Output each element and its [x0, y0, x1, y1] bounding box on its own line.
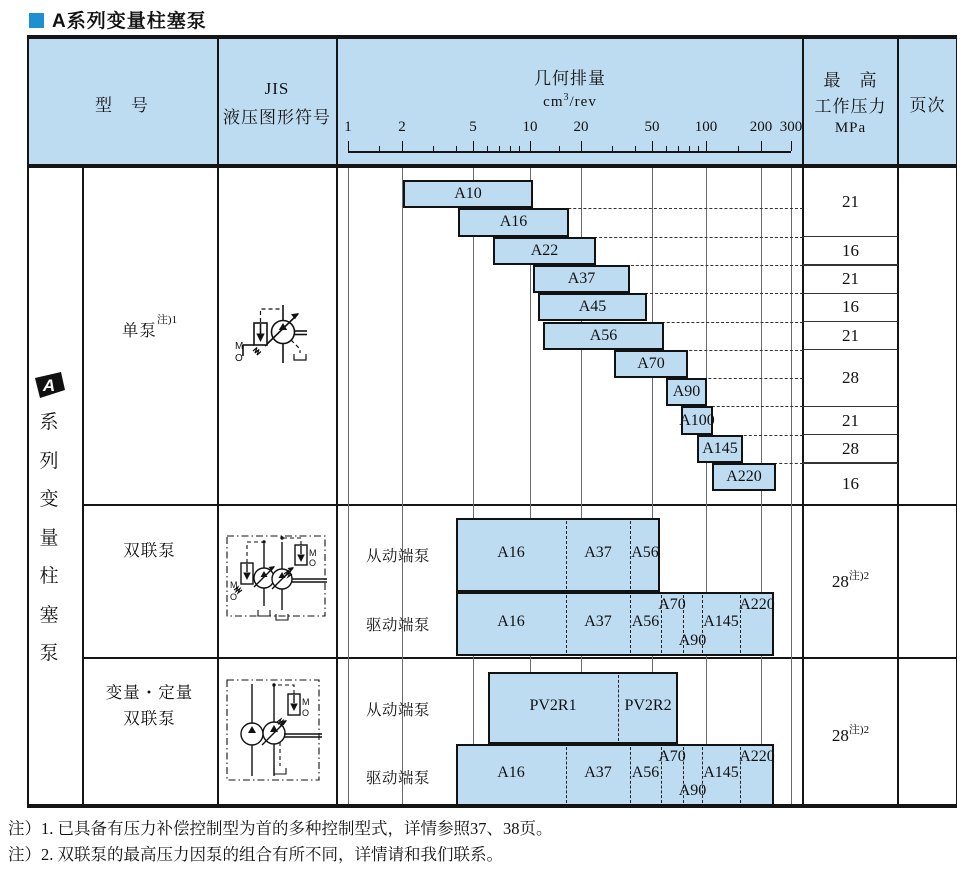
leader-line-A37 — [630, 293, 803, 294]
varfixed-segment-label-A16: A16 — [497, 764, 525, 781]
varfixed-pressure-value: 28 — [831, 726, 849, 745]
axis-major-tick-10 — [530, 141, 531, 151]
header-page: 页次 — [909, 96, 946, 115]
pressure-cell-4: 21 — [842, 325, 859, 345]
jis-symbol-var-fixed-dual-pump — [224, 674, 326, 790]
pressure-cell-6: 21 — [842, 410, 859, 430]
axis-tick-label-100: 100 — [694, 119, 718, 135]
row-label-var-fixed-line2: 双联泵 — [123, 709, 176, 728]
dual-segment-label-A145: A145 — [703, 613, 739, 630]
jis-chart-divider — [336, 39, 338, 804]
axis-minor-tick-6 — [519, 146, 520, 151]
range-bar-A70 — [614, 350, 688, 378]
axis-major-tick-2 — [402, 141, 403, 151]
axis-major-tick-200 — [761, 141, 762, 151]
axis-tick-label-2: 2 — [398, 119, 406, 135]
range-bar-label-A220: A220 — [726, 468, 762, 486]
varfixed-segment-label-A70: A70 — [658, 748, 686, 765]
varfixed-segment-label-PV2R1: PV2R1 — [529, 697, 577, 714]
dual-segment-label-A37: A37 — [584, 613, 612, 630]
axis-tick-label-10: 10 — [522, 119, 538, 135]
header-displacement-title: 几何排量 — [534, 69, 606, 88]
axis-tick-label-300: 300 — [779, 119, 803, 135]
dual-driven-end-label: 从动端泵 — [365, 548, 430, 565]
range-bar-label-A45: A45 — [578, 298, 607, 316]
varfixed-segment-label-A56: A56 — [631, 764, 660, 781]
header-pressure-line2: 工作压力 — [814, 97, 887, 116]
varfixed-drive-end-label: 驱动端泵 — [365, 770, 430, 787]
port-label-o: O — [302, 708, 310, 718]
unit-base: cm — [543, 94, 564, 110]
gridline-5 — [473, 168, 474, 804]
axis-ruler-line — [348, 151, 791, 153]
header-displacement-unit — [337, 92, 803, 111]
axis-tick-label-20: 20 — [573, 119, 589, 135]
header-jis-line1: JIS — [264, 79, 290, 98]
series-a-badge-icon — [33, 371, 67, 399]
dual-drive-end-label: 驱动端泵 — [365, 617, 430, 634]
axis-major-tick-1 — [348, 141, 349, 151]
footnotes — [8, 816, 553, 868]
jis-symbol-dual-pump — [224, 530, 330, 624]
header-pressure-line1: 最 高 — [823, 71, 878, 90]
axis-minor-tick-14 — [738, 146, 739, 151]
axis-major-tick-100 — [706, 141, 707, 151]
table-right-border — [956, 35, 958, 808]
port-label-o2: O — [230, 592, 238, 602]
pressure-cell-2: 21 — [842, 269, 859, 289]
axis-tick-label-200: 200 — [749, 119, 773, 135]
range-bar-A10 — [403, 180, 533, 208]
single-pump-note-ref: 注)1 — [156, 313, 178, 326]
port-label-o: O — [309, 558, 317, 568]
axis-tick-label-1: 1 — [344, 119, 352, 135]
row-label-var-fixed-line1: 变量・定量 — [105, 683, 194, 702]
sidebar-vertical-char-4: 柱 — [39, 566, 59, 587]
dual-segment-label-A56: A56 — [631, 544, 659, 561]
dual-pressure-value: 28 — [831, 572, 849, 591]
model-jis-divider — [217, 39, 219, 804]
range-bar-A220 — [712, 463, 776, 491]
row-label-dual-pump: 双联泵 — [123, 541, 176, 560]
gridline-300 — [791, 168, 792, 804]
port-label-m2: M — [230, 580, 238, 590]
range-bar-A90 — [666, 378, 707, 406]
sidebar-vertical-char-6: 泵 — [39, 643, 59, 664]
axis-major-tick-20 — [581, 141, 582, 151]
sidebar-vertical-char-1: 列 — [39, 450, 59, 472]
range-bar-label-A56: A56 — [589, 326, 618, 344]
range-bar-label-A16: A16 — [499, 213, 528, 231]
varfixed-segment-label-A145: A145 — [703, 764, 739, 781]
sidebar-vertical-char-5: 塞 — [39, 604, 59, 626]
dual-segment-divider-A37 — [566, 521, 567, 589]
axis-minor-tick-4 — [499, 146, 500, 151]
pressure-cell-3: 16 — [842, 297, 859, 317]
range-bar-label-A90: A90 — [672, 383, 701, 401]
axis-minor-tick-3 — [487, 146, 488, 151]
row-label-single-pump — [82, 313, 217, 341]
range-bar-A37 — [533, 265, 630, 293]
dual-segment-label-A16: A16 — [497, 544, 525, 561]
range-bar-label-A100: A100 — [679, 411, 715, 429]
dual-segment-label-A220: A220 — [739, 596, 775, 613]
varfixed-segment-label-PV2R2: PV2R2 — [624, 697, 672, 714]
header-pressure-line3: MPa — [834, 120, 867, 136]
title-bullet-square — [29, 13, 44, 28]
series-a-badge-letter: A — [42, 376, 56, 395]
pressure-cell-8: 16 — [842, 474, 859, 493]
range-bar-label-A37: A37 — [567, 270, 596, 288]
axis-tick-label-5: 5 — [469, 119, 477, 135]
dual-segment-label-A56: A56 — [631, 613, 660, 630]
axis-minor-tick-12 — [689, 146, 690, 151]
axis-minor-tick-7 — [559, 146, 560, 151]
leader-line-A10 — [533, 208, 803, 209]
table-top-border — [27, 35, 957, 39]
dual-segment-label-A16: A16 — [497, 613, 525, 630]
leader-line-A90 — [707, 406, 803, 407]
leader-line-A45 — [647, 322, 803, 323]
range-bar-label-A145: A145 — [702, 439, 738, 457]
range-bar-label-A70: A70 — [637, 354, 665, 372]
unit-sup: 3 — [563, 92, 570, 103]
leader-line-A16 — [569, 237, 803, 238]
dual-segment-divider-A37 — [566, 595, 567, 653]
axis-minor-tick-8 — [612, 146, 613, 151]
varfixed-segment-divider-A37 — [566, 747, 567, 803]
varfixed-segment-label-A37: A37 — [584, 764, 612, 781]
table-left-border — [27, 35, 29, 808]
port-label-m: M — [302, 697, 310, 707]
range-bar-A45 — [538, 293, 647, 321]
range-bar-label-A22: A22 — [530, 241, 559, 259]
unit-suffix: /rev — [569, 94, 597, 110]
page-title: A系列变量柱塞泵 — [52, 11, 207, 32]
varfixed-segment-label-A220: A220 — [739, 748, 775, 765]
axis-major-tick-50 — [652, 141, 653, 151]
axis-minor-tick-1 — [433, 146, 434, 151]
header-model: 型 号 — [95, 96, 149, 115]
port-label-m: M — [309, 548, 317, 558]
axis-minor-tick-2 — [456, 146, 457, 151]
range-bar-A100 — [681, 406, 713, 434]
axis-tick-label-50: 50 — [644, 119, 660, 135]
dual-segment-label-A90: A90 — [678, 632, 707, 649]
axis-minor-tick-10 — [666, 146, 667, 151]
axis-major-tick-5 — [473, 141, 474, 151]
varfixed-driven-end-label: 从动端泵 — [365, 702, 430, 719]
varfixed-pressure-cell — [803, 722, 898, 750]
pressure-cell-1: 16 — [842, 240, 859, 260]
dual-pressure-cell — [803, 568, 898, 596]
section-divider-2 — [82, 657, 957, 659]
axis-minor-tick-9 — [635, 146, 636, 151]
varfixed-pressure-note-ref: 注)2 — [848, 724, 870, 736]
footnote-1: 注）1. 已具备有压力补偿控制型为首的多种控制型式，详情参照37、38页。 — [8, 819, 553, 838]
footnote-2: 注）2. 双联泵的最高压力因泵的组合有所不同，详情请和我们联系。 — [8, 845, 503, 864]
series-a-badge — [33, 371, 67, 399]
sidebar-vertical-char-0: 系 — [39, 412, 59, 433]
axis-minor-tick-11 — [678, 146, 679, 151]
range-bar-A22 — [493, 237, 596, 265]
dual-segment-label-A37: A37 — [584, 544, 612, 561]
axis-minor-tick-5 — [510, 146, 511, 151]
page-title-row — [29, 6, 207, 33]
range-bar-label-A10: A10 — [454, 185, 482, 203]
sidebar-vertical-char-3: 量 — [39, 527, 59, 549]
dual-pressure-note-ref: 注)2 — [848, 570, 870, 582]
varfixed-segment-divider-PV2R2 — [618, 675, 619, 741]
single-pump-label: 单泵 — [121, 321, 157, 340]
port-label-o: O — [235, 353, 243, 364]
range-bar-A56 — [543, 322, 664, 350]
dual-segment-label-A70: A70 — [658, 596, 686, 613]
jis-symbol-single-pump — [228, 293, 340, 381]
axis-major-tick-300 — [791, 141, 792, 151]
axis-minor-tick-0 — [379, 146, 380, 151]
sidebar-vertical-char-2: 变 — [39, 489, 59, 510]
port-label-m: M — [235, 341, 244, 352]
range-bar-A16 — [458, 208, 569, 236]
varfixed-segment-label-A90: A90 — [678, 782, 707, 799]
pressure-cell-5: 28 — [842, 368, 859, 388]
gridline-100 — [706, 168, 707, 804]
pressure-cell-7: 28 — [842, 438, 859, 458]
header-jis-line2: 液压图形符号 — [223, 108, 331, 127]
axis-minor-tick-13 — [698, 146, 699, 151]
pressure-cell-0: 21 — [842, 192, 859, 212]
range-bar-A145 — [697, 435, 743, 463]
